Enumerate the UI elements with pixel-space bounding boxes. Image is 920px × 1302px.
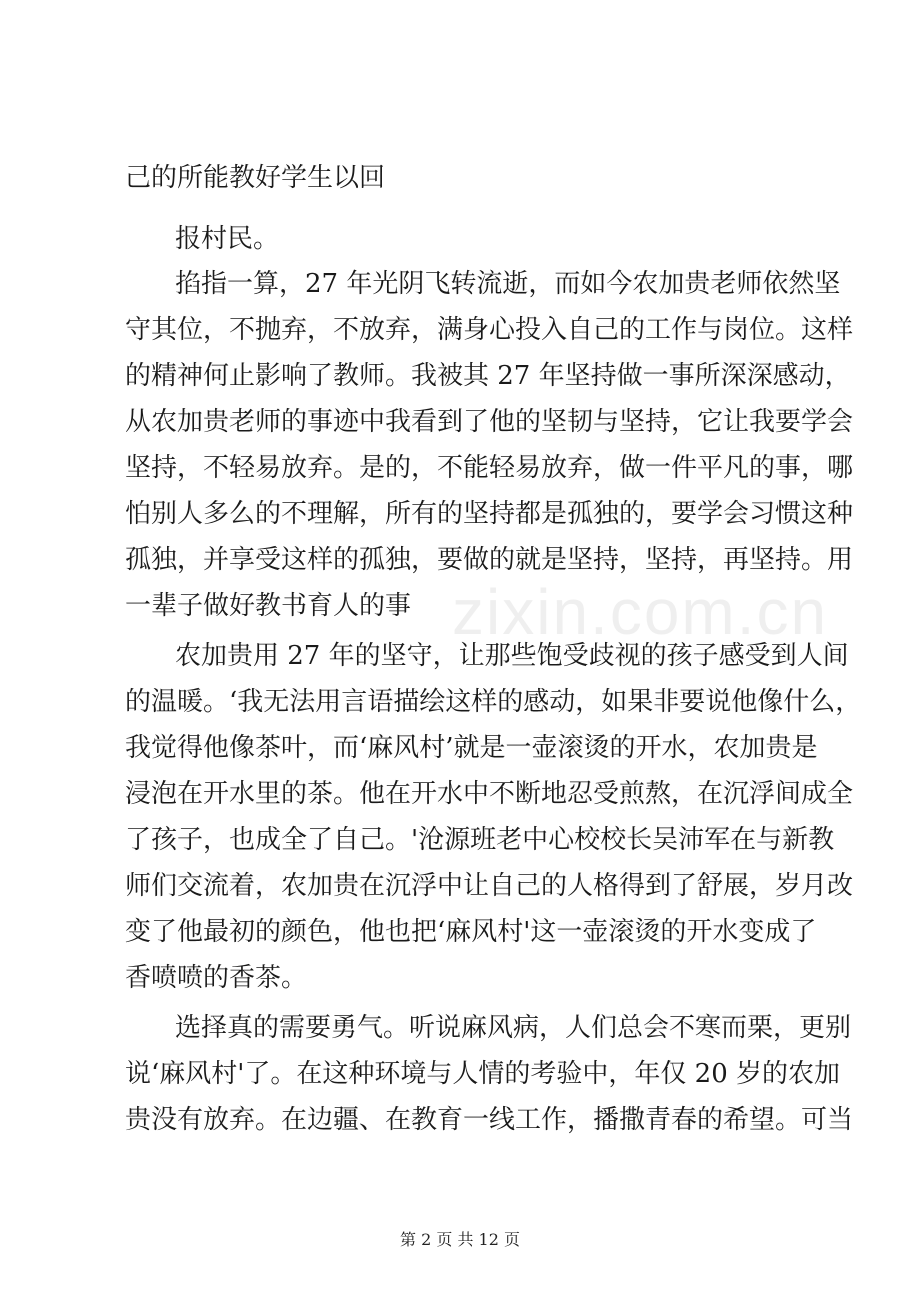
page-footer: 第 2 页 共 12 页 — [400, 1230, 520, 1249]
text-line: 了孩子，也成全了自己。'沧源班老中心校校长吴沛军在与新教 — [125, 825, 835, 855]
text-line: 香喷喷的香茶。 — [125, 963, 308, 993]
text-line: 贵没有放弃。在边疆、在教育一线工作，播撒青春的希望。可当 — [125, 1105, 854, 1135]
text-line: 报村民。 — [175, 224, 280, 254]
paragraph-first-line: 选择真的需要勇气。听说麻风病，人们总会不寒而栗，更别 — [175, 1013, 852, 1043]
text-line: 守其位，不抛弃，不放弃，满身心投入自己的工作与岗位。这样 — [125, 315, 854, 345]
text-line: 我觉得他像茶叶，而‘麻风村’就是一壶滚烫的开水，农加贵是 — [125, 733, 818, 763]
paragraph-first-line: 农加贵用 27 年的坚守，让那些饱受歧视的孩子感受到人间 — [175, 641, 849, 671]
text-line: 孤独，并享受这样的孤独，要做的就是坚持，坚持，再坚持。用 — [125, 545, 854, 575]
watermark: zixin.com.cn — [452, 576, 829, 648]
text-line: 坚持，不轻易放弃。是的，不能轻易放弃，做一件平凡的事，哪 — [125, 453, 854, 483]
text-line: 的精神何止影响了教师。我被其 27 年坚持做一事所深深感动， — [125, 361, 851, 391]
text-line: 师们交流着，农加贵在沉浮中让自己的人格得到了舒展，岁月改 — [125, 871, 854, 901]
text-line: 从农加贵老师的事迹中我看到了他的坚韧与坚持，它让我要学会 — [125, 407, 854, 437]
text-line: 的温暖。‘我无法用言语描绘这样的感动，如果非要说他像什么， — [125, 687, 862, 717]
text-line: 一辈子做好教书育人的事 — [125, 591, 412, 621]
text-line: 说‘麻风村'了。在这种环境与人情的考验中，年仅 20 岁的农加 — [125, 1059, 841, 1089]
paragraph-first-line: 掐指一算，27 年光阴飞转流逝，而如今农加贵老师依然坚 — [175, 269, 841, 299]
text-line: 己的所能教好学生以回 — [125, 163, 386, 193]
text-line: 浸泡在开水里的茶。他在开水中不断地忍受煎熬，在沉浮间成全 — [125, 779, 854, 809]
text-line: 怕别人多么的不理解，所有的坚持都是孤独的，要学会习惯这种 — [125, 499, 854, 529]
text-line: 变了他最初的颜色，他也把‘麻风村'这一壶滚烫的开水变成了 — [125, 917, 817, 947]
